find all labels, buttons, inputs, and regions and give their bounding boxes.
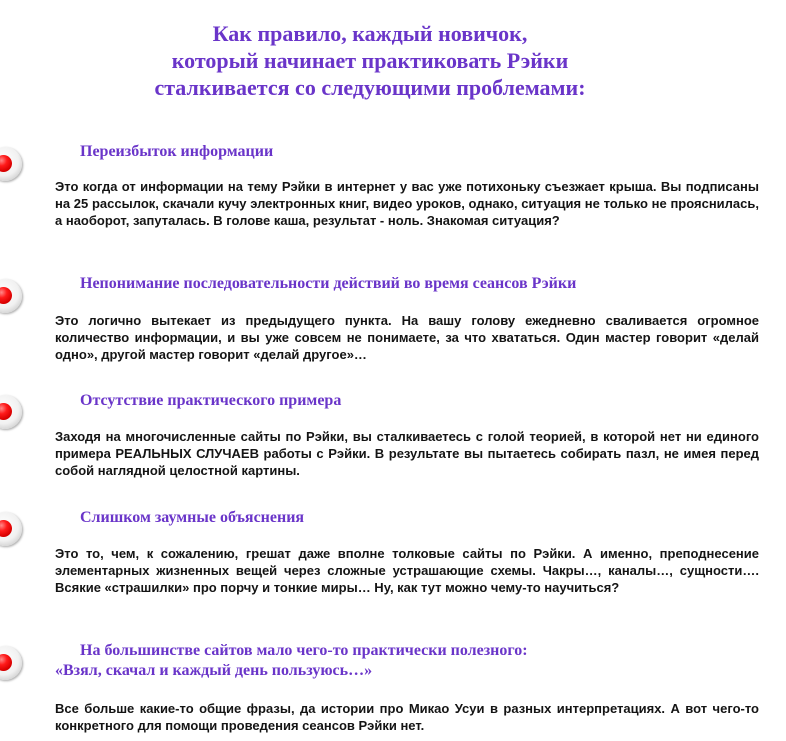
problem-description: Это когда от информации на тему Рэйки в интернет у вас уже потихоньку съезжает крыша. Вы подписаны на 25 рассылок, скачали кучу электронных книг, видео уроков, однако, ситуация не только не прояснилась, а наоборот, запуталась. В голове каша, результат - ноль. Знакомая ситуация? — [55, 179, 759, 228]
page-title-line-2: который начинает практиковать Рэйки — [171, 48, 569, 73]
red-ball-bullet-icon — [0, 279, 22, 313]
problem-description: Это то, чем, к сожалению, грешат даже вполне толковые сайты по Рэйки. А именно, преподнесение элементарных жизненных вещей через сложные устрашающие схемы. Чакры…, каналы…, сущности…. Всякие «страшилки» про порчу и тонкие миры… Ну, как тут можно чему-то научиться? — [55, 546, 759, 595]
page-title — [100, 20, 640, 101]
problem-heading-line-2: «Взял, скачал и каждый день пользуюсь…» — [55, 662, 373, 679]
red-ball-bullet-icon — [0, 646, 22, 680]
problem-description: Все больше какие-то общие фразы, да истории про Микао Усуи в разных интерпретациях. А вот чего-то конкретного для помощи проведения сеансов Рэйки нет. — [55, 701, 759, 733]
problem-heading — [55, 641, 528, 681]
problem-heading: Отсутствие практического примера — [80, 392, 342, 409]
problem-heading: Слишком заумные объяснения — [80, 509, 305, 526]
page-title-line-3: сталкивается со следующими проблемами: — [154, 75, 586, 100]
red-ball-bullet-icon — [0, 512, 22, 546]
problem-description: Это логично вытекает из предыдущего пункта. На вашу голову ежедневно сваливается огромное количество информации, и вы уже совсем не понимаете, за что хвататься. Один мастер говорит «делай одно», другой мастер говорит «делай другое»… — [55, 313, 759, 362]
red-ball-bullet-icon — [0, 147, 22, 181]
problem-heading: Непонимание последовательности действий во время сеансов Рэйки — [80, 275, 577, 292]
red-ball-bullet-icon — [0, 395, 22, 429]
problem-heading-line-1: На большинстве сайтов мало чего-то практически полезного: — [80, 642, 528, 659]
page-title-line-1: Как правило, каждый новичок, — [212, 21, 528, 46]
problem-description: Заходя на многочисленные сайты по Рэйки, вы сталкиваетесь с голой теорией, в которой нет ни единого примера РЕАЛЬНЫХ СЛУЧАЕВ работы с Рэйки. В результате вы пытаетесь собирать пазл, не имея перед собой наглядной целостной картины. — [55, 429, 759, 478]
problem-heading: Переизбыток информации — [80, 143, 274, 160]
